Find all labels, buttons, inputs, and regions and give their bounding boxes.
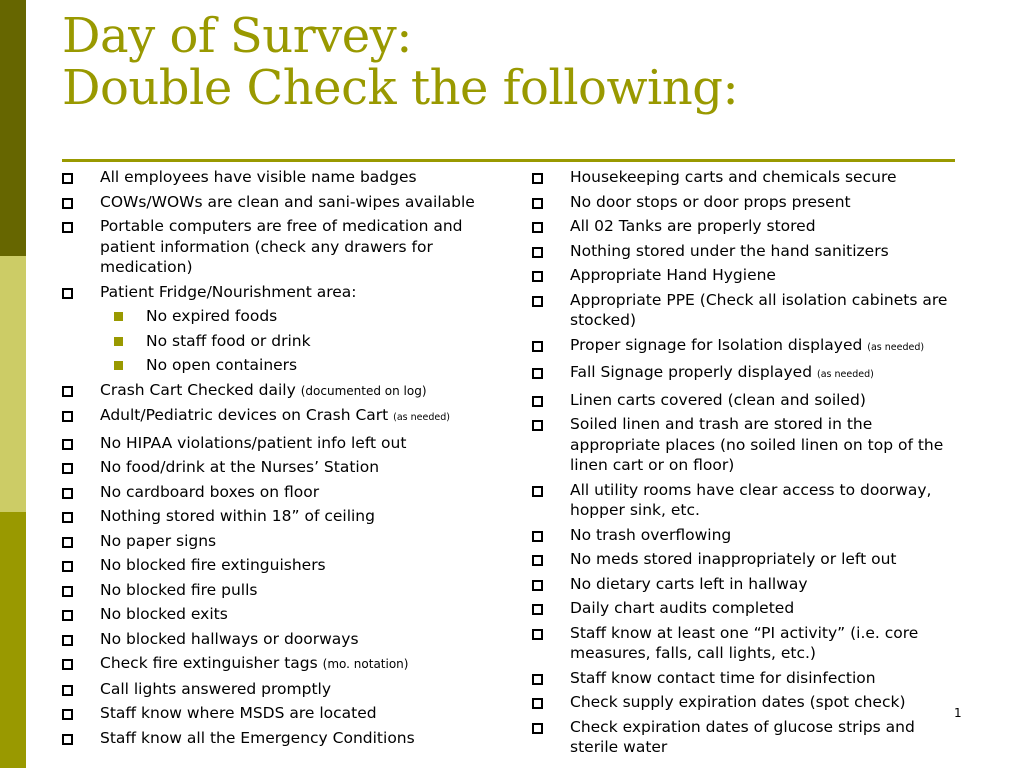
list-item: No cardboard boxes on floor	[62, 482, 492, 503]
list-item: Daily chart audits completed	[532, 598, 957, 619]
checkbox-bullet-icon	[532, 555, 543, 566]
sub-list-item: No staff food or drink	[62, 331, 492, 352]
checkbox-bullet-icon	[62, 488, 73, 499]
checkbox-bullet-icon	[532, 222, 543, 233]
list-item: No blocked hallways or doorways	[62, 629, 492, 650]
side-bar-segment-dark	[0, 0, 26, 256]
title-line-2: Double Check the following:	[62, 60, 739, 116]
checkbox-bullet-icon	[532, 629, 543, 640]
list-item: Adult/Pediatric devices on Crash Cart (as needed)	[62, 405, 492, 429]
list-item: Staff know where MSDS are located	[62, 703, 492, 724]
checkbox-bullet-icon	[62, 288, 73, 299]
checkbox-bullet-icon	[62, 635, 73, 646]
list-item: Nothing stored within 18” of ceiling	[62, 506, 492, 527]
list-item: Check supply expiration dates (spot check)	[532, 692, 957, 713]
list-item: Check expiration dates of glucose strips and sterile water	[532, 717, 957, 758]
checkbox-bullet-icon	[62, 463, 73, 474]
checkbox-bullet-icon	[532, 723, 543, 734]
checkbox-bullet-icon	[532, 368, 543, 379]
item-note: (as needed)	[817, 369, 874, 380]
checkbox-bullet-icon	[532, 296, 543, 307]
list-item: No paper signs	[62, 531, 492, 552]
checkbox-bullet-icon	[532, 341, 543, 352]
list-item: Nothing stored under the hand sanitizers	[532, 241, 957, 262]
list-item: No trash overflowing	[532, 525, 957, 546]
list-item: Crash Cart Checked daily (documented on log)	[62, 380, 492, 402]
list-item: No blocked exits	[62, 604, 492, 625]
checkbox-bullet-icon	[62, 198, 73, 209]
side-bar-segment-mid	[0, 512, 26, 768]
square-bullet-icon	[114, 361, 123, 370]
checkbox-bullet-icon	[62, 386, 73, 397]
checkbox-bullet-icon	[62, 734, 73, 745]
checkbox-bullet-icon	[62, 685, 73, 696]
side-bar-segment-light	[0, 256, 26, 512]
checkbox-bullet-icon	[62, 512, 73, 523]
right-checklist	[532, 167, 957, 762]
checkbox-bullet-icon	[532, 486, 543, 497]
list-item: Patient Fridge/Nourishment area:	[62, 282, 492, 303]
list-item: Fall Signage properly displayed (as needed)	[532, 362, 957, 386]
checkbox-bullet-icon	[62, 537, 73, 548]
checkbox-bullet-icon	[62, 586, 73, 597]
list-item: COWs/WOWs are clean and sani-wipes available	[62, 192, 492, 213]
list-item: No blocked fire pulls	[62, 580, 492, 601]
list-item: All 02 Tanks are properly stored	[532, 216, 957, 237]
sub-list-item: No expired foods	[62, 306, 492, 327]
title-divider	[62, 159, 955, 162]
checkbox-bullet-icon	[532, 698, 543, 709]
sub-list-item: No open containers	[62, 355, 492, 376]
checkbox-bullet-icon	[532, 580, 543, 591]
checkbox-bullet-icon	[532, 604, 543, 615]
list-item: Call lights answered promptly	[62, 679, 492, 700]
list-item: No blocked fire extinguishers	[62, 555, 492, 576]
checkbox-bullet-icon	[62, 709, 73, 720]
list-item: Staff know contact time for disinfection	[532, 668, 957, 689]
checkbox-bullet-icon	[532, 420, 543, 431]
list-item: Proper signage for Isolation displayed (as needed)	[532, 335, 957, 359]
checkbox-bullet-icon	[532, 531, 543, 542]
list-item: Portable computers are free of medication and patient information (check any drawers for medication)	[62, 216, 492, 278]
list-item: Linen carts covered (clean and soiled)	[532, 390, 957, 411]
checkbox-bullet-icon	[532, 674, 543, 685]
list-item: Staff know at least one “PI activity” (i.e. core measures, falls, call lights, etc.)	[532, 623, 957, 664]
list-item: All utility rooms have clear access to doorway, hopper sink, etc.	[532, 480, 957, 521]
list-item: No food/drink at the Nurses’ Station	[62, 457, 492, 478]
list-item: Soiled linen and trash are stored in the appropriate places (no soiled linen on top of the linen cart or on floor)	[532, 414, 957, 476]
slide-title	[62, 10, 738, 114]
checkbox-bullet-icon	[532, 396, 543, 407]
item-note: (documented on log)	[300, 383, 427, 398]
list-item: All employees have visible name badges	[62, 167, 492, 188]
item-note: (mo. notation)	[322, 657, 409, 671]
title-line-1: Day of Survey:	[62, 8, 412, 64]
checkbox-bullet-icon	[62, 659, 73, 670]
list-item: No dietary carts left in hallway	[532, 574, 957, 595]
checkbox-bullet-icon	[62, 173, 73, 184]
checkbox-bullet-icon	[532, 198, 543, 209]
checkbox-bullet-icon	[62, 610, 73, 621]
checkbox-bullet-icon	[532, 173, 543, 184]
checkbox-bullet-icon	[62, 439, 73, 450]
list-item: Staff know all the Emergency Conditions	[62, 728, 492, 749]
item-note: (as needed)	[393, 412, 450, 423]
item-note: (as needed)	[867, 341, 925, 353]
checkbox-bullet-icon	[62, 222, 73, 233]
checkbox-bullet-icon	[532, 247, 543, 258]
list-item: Appropriate Hand Hygiene	[532, 265, 957, 286]
checkbox-bullet-icon	[532, 271, 543, 282]
list-item: No door stops or door props present	[532, 192, 957, 213]
list-item: Check fire extinguisher tags (mo. notation)	[62, 653, 492, 675]
square-bullet-icon	[114, 337, 123, 346]
checkbox-bullet-icon	[62, 411, 73, 422]
square-bullet-icon	[114, 312, 123, 321]
list-item: No meds stored inappropriately or left out	[532, 549, 957, 570]
list-item: Housekeeping carts and chemicals secure	[532, 167, 957, 188]
list-item: No HIPAA violations/patient info left out	[62, 433, 492, 454]
page-number: 1	[954, 706, 962, 720]
list-item: Appropriate PPE (Check all isolation cabinets are stocked)	[532, 290, 957, 331]
checkbox-bullet-icon	[62, 561, 73, 572]
left-checklist	[62, 167, 492, 752]
